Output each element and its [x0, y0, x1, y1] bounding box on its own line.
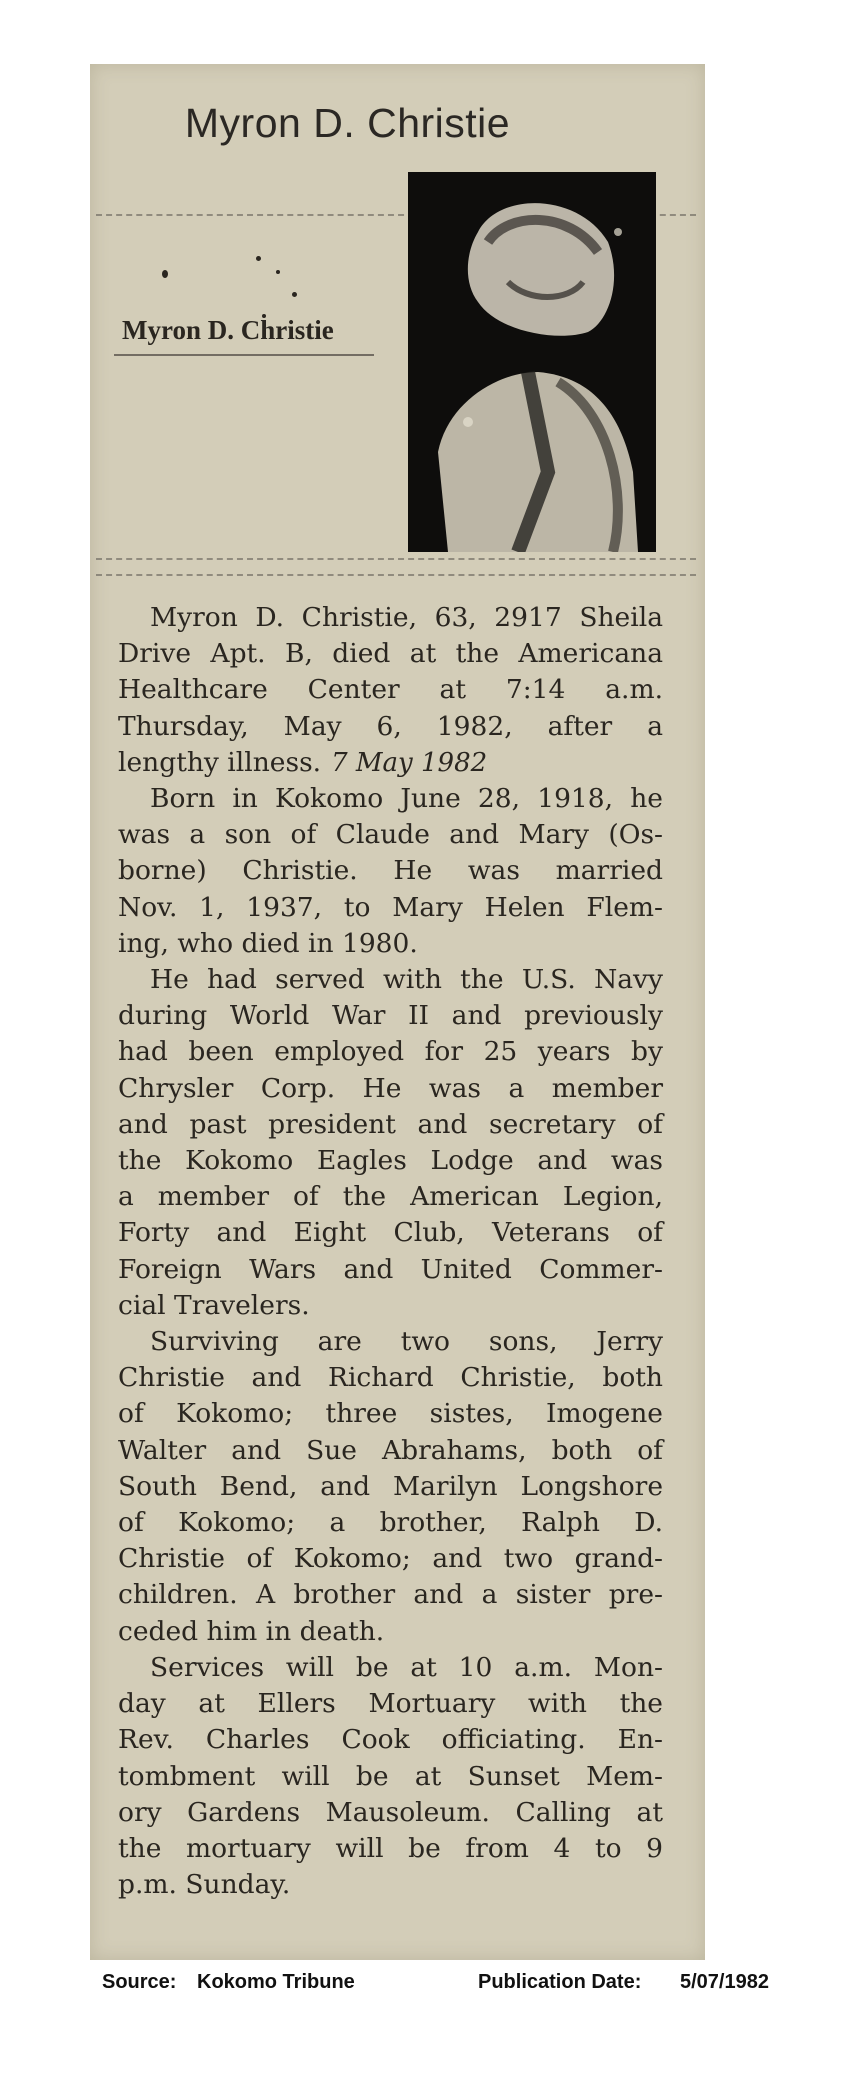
- text-line: ory Gardens Mausoleum. Calling at: [118, 1796, 663, 1828]
- print-speck: [256, 256, 261, 261]
- text-line: children. A brother and a sister pre-: [118, 1579, 663, 1611]
- text-line: South Bend, and Marilyn Longshore: [118, 1470, 663, 1502]
- text-line: of Kokomo; a brother, Ralph D.: [118, 1507, 663, 1539]
- text-line: Chrysler Corp. He was a member: [118, 1072, 663, 1104]
- text-line: ceded him in death.: [118, 1615, 385, 1647]
- text-line: of Kokomo; three sistes, Imogene: [118, 1398, 663, 1430]
- text-line: Thursday, May 6, 1982, after a: [118, 710, 663, 742]
- text-line: Surviving are two sons, Jerry: [150, 1326, 663, 1358]
- text-line: the Kokomo Eagles Lodge and was: [118, 1145, 663, 1177]
- obituary-clipping: [90, 64, 705, 1960]
- text-line: during World War II and previously: [118, 1000, 663, 1032]
- photo-caption: Myron D. Christie: [122, 315, 334, 345]
- text-line: Nov. 1, 1937, to Mary Helen Flem-: [118, 891, 663, 923]
- source-label: Source:: [102, 1971, 177, 1993]
- text-line: Christie and Richard Christie, both: [118, 1362, 663, 1394]
- paragraph-birth: [118, 781, 663, 962]
- text-line: and past president and secretary of: [118, 1108, 663, 1140]
- paragraph-death: [118, 600, 663, 781]
- text-line: [118, 745, 663, 781]
- text-line: Born in Kokomo June 28, 1918, he: [150, 783, 663, 815]
- text-line: ing, who died in 1980.: [118, 927, 418, 959]
- text-line: was a son of Claude and Mary (Os-: [118, 819, 663, 851]
- text-line: Foreign Wars and United Commer-: [118, 1253, 663, 1285]
- text-line: the mortuary will be from 4 to 9: [118, 1832, 663, 1864]
- print-speck: [292, 292, 297, 297]
- text-line: a member of the American Legion,: [118, 1181, 663, 1213]
- text-line: Walter and Sue Abrahams, both of: [118, 1434, 663, 1466]
- headline: Myron D. Christie: [184, 100, 511, 146]
- paragraph-arrangements: [118, 1650, 663, 1903]
- portrait-image: [408, 172, 656, 552]
- text-line: Myron D. Christie, 63, 2917 Sheila: [150, 602, 663, 633]
- text-line: p.m. Sunday.: [118, 1869, 291, 1901]
- photo-bottom-divider: [96, 558, 696, 560]
- text-line: day at Ellers Mortuary with the: [118, 1688, 663, 1720]
- publication-date-label: Publication Date:: [478, 1971, 642, 1993]
- photo-bottom-divider-2: [96, 574, 696, 576]
- text-line: tombment will be at Sunset Mem-: [118, 1760, 663, 1792]
- paragraph-survivors: [118, 1324, 663, 1650]
- obituary-body: [118, 600, 663, 1903]
- text-line: He had served with the U.S. Navy: [150, 964, 663, 996]
- publication-date-value: 5/07/1982: [680, 1971, 769, 1993]
- source-value: Kokomo Tribune: [197, 1971, 355, 1993]
- print-speck: [276, 270, 280, 274]
- text-line: cial Travelers.: [118, 1289, 310, 1321]
- text-line: Rev. Charles Cook officiating. En-: [118, 1724, 663, 1756]
- caption-underline: [114, 354, 374, 356]
- text-line: borne) Christie. He was married: [118, 855, 663, 887]
- text-line: Forty and Eight Club, Veterans of: [118, 1217, 663, 1249]
- portrait-photo: [408, 172, 656, 552]
- print-speck: [162, 270, 168, 278]
- handwritten-date: 7 May 1982: [331, 747, 488, 778]
- text-line: Services will be at 10 a.m. Mon-: [150, 1651, 663, 1683]
- text-line-content: lengthy illness.: [118, 746, 322, 778]
- text-line: Healthcare Center at 7:14 a.m.: [118, 674, 663, 706]
- text-line: Drive Apt. B, died at the Americana: [118, 638, 663, 670]
- text-line: had been employed for 25 years by: [118, 1036, 663, 1068]
- text-line: Christie of Kokomo; and two grand-: [118, 1543, 663, 1575]
- paragraph-service: [118, 962, 663, 1324]
